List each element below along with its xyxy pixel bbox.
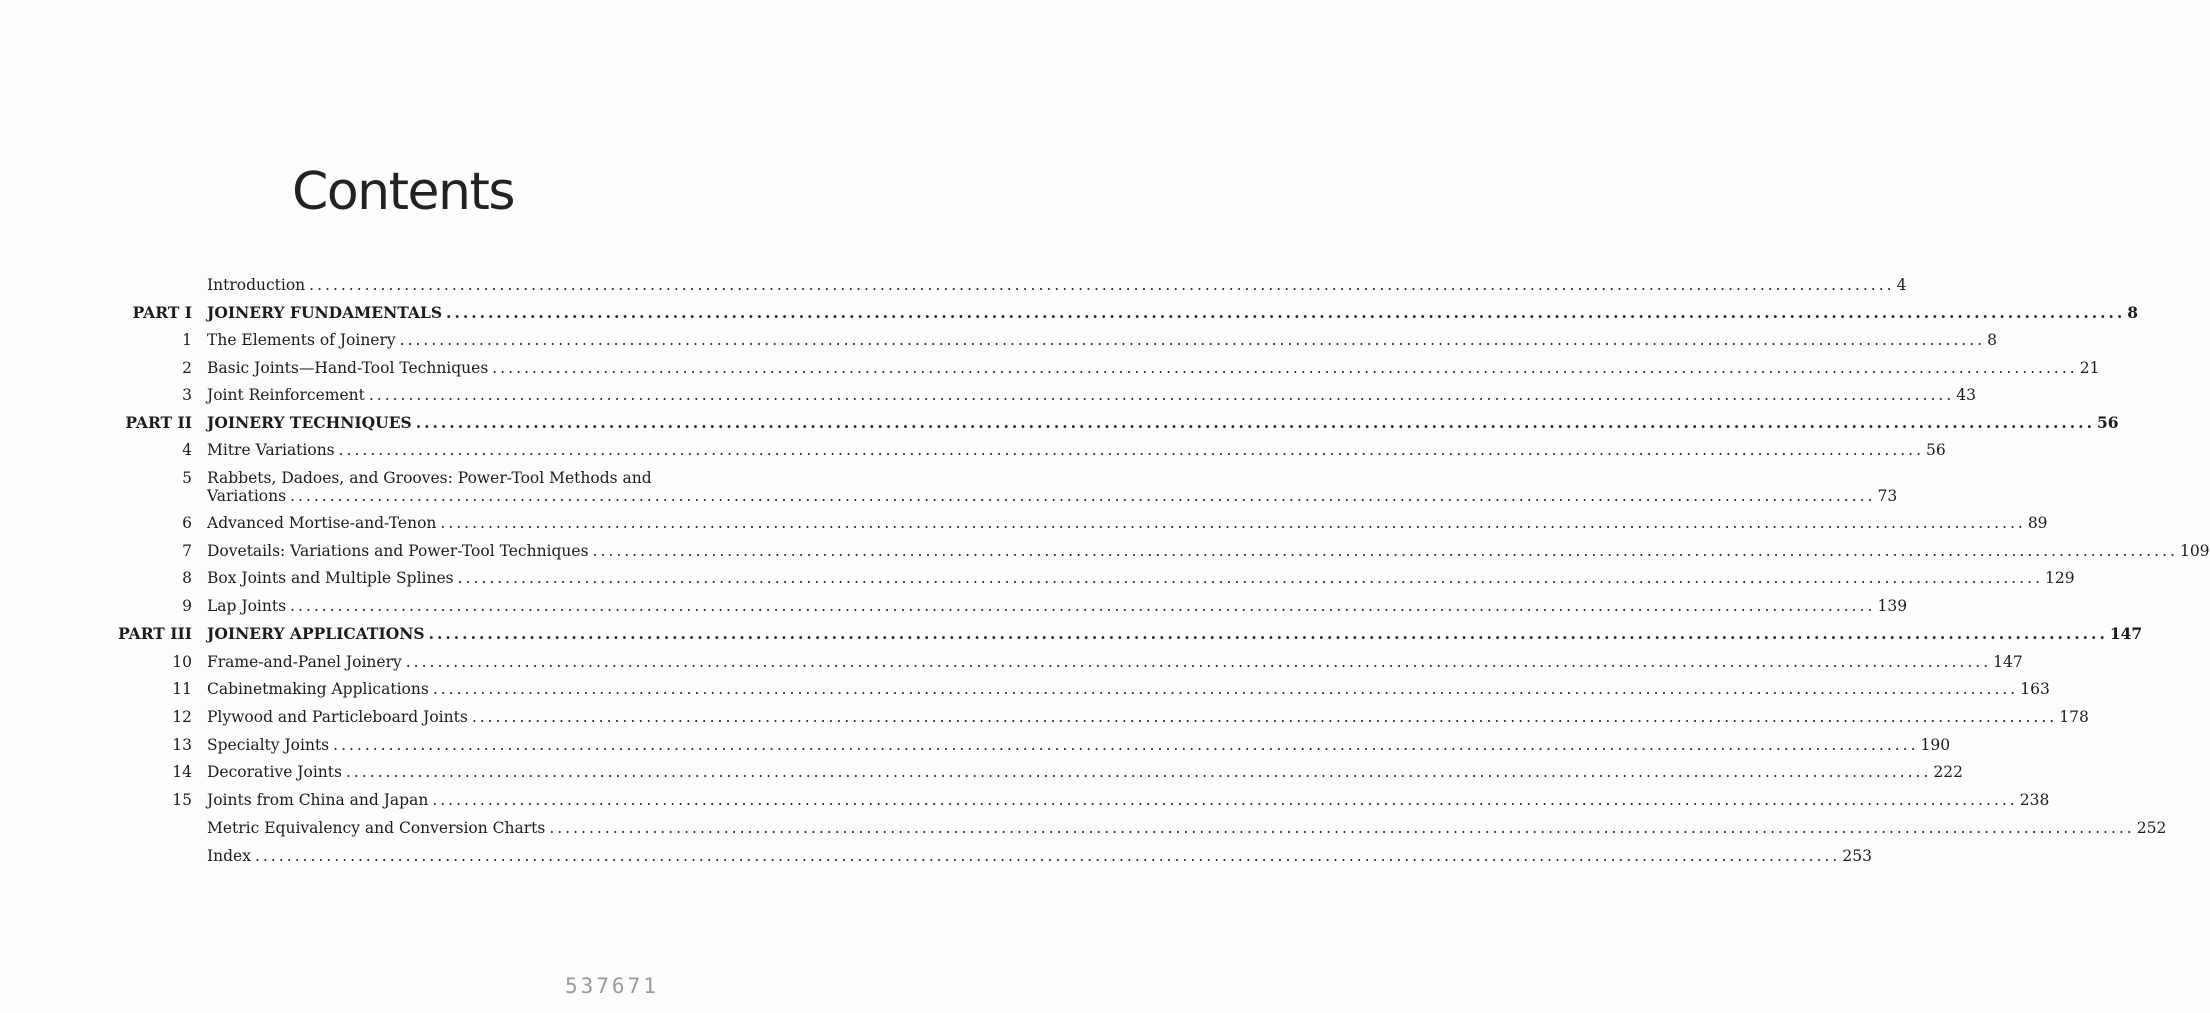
entry-title: Introduction (207, 276, 306, 294)
entry-page: 89 (2027, 514, 2048, 532)
entry-title: Box Joints and Multiple Splines (207, 569, 454, 587)
entry-label: 14 (172, 763, 192, 781)
inventory-stamp: 537671 (565, 974, 659, 998)
entry-page: 253 (1842, 847, 1872, 865)
entry-page: 252 (2136, 819, 2167, 837)
entry-page: 190 (1920, 736, 1951, 754)
dot-leader: ........................................................................................................................................................................................................ (415, 413, 2095, 432)
entry-title: Cabinetmaking Applications (207, 680, 429, 698)
dot-leader: ........................................................................................................................................................................................................ (440, 514, 2026, 532)
entry-page: 8 (2127, 303, 2139, 322)
entry-title: Mitre Variations (207, 441, 335, 459)
dot-leader: ........................................................................................................................................................................................................ (492, 359, 2078, 377)
entry-label: 2 (182, 359, 192, 377)
entry-page: 4 (1896, 276, 1907, 294)
dot-leader: ........................................................................................................................................................................................................ (428, 624, 2108, 643)
dot-leader: ........................................................................................................................................................................................................ (338, 441, 1925, 459)
entry-title: JOINERY FUNDAMENTALS (207, 303, 443, 322)
entry-label: 15 (172, 791, 192, 809)
entry-title-line1: Rabbets, Dadoes, and Grooves: Power-Tool Methods and (207, 469, 652, 487)
dot-leader: ........................................................................................................................................................................................................ (345, 763, 1932, 781)
entry-label: 12 (172, 708, 192, 726)
dot-leader: ........................................................................................................................................................................................................ (549, 819, 2135, 837)
entry-label: 1 (182, 331, 192, 349)
entry-title: JOINERY TECHNIQUES (207, 413, 412, 432)
entry-title: Lap Joints (207, 597, 287, 615)
dot-leader: ........................................................................................................................................................................................................ (309, 276, 1895, 294)
dot-leader: ........................................................................................................................................................................................................ (432, 791, 2018, 809)
entry-label: 4 (182, 441, 192, 459)
entry-page: 56 (1926, 441, 1946, 459)
entry-page: 238 (2019, 791, 2050, 809)
entry-label: 3 (182, 386, 192, 404)
entry-page: 43 (1956, 386, 1976, 404)
entry-label: 8 (182, 569, 192, 587)
dot-leader: ........................................................................................................................................................................................................ (290, 487, 1876, 505)
dot-leader: ........................................................................................................................................................................................................ (368, 386, 1955, 404)
entry-title: Dovetails: Variations and Power-Tool Techniques (207, 542, 589, 560)
entry-title: JOINERY APPLICATIONS (207, 624, 425, 643)
entry-page: 109 (2179, 542, 2210, 560)
entry-title: Joints from China and Japan (207, 791, 429, 809)
part-label: PART III (118, 624, 192, 643)
entry-title-line2: Variations (207, 487, 287, 505)
entry-title: Metric Equivalency and Conversion Charts (207, 819, 546, 837)
entry-page: 178 (2059, 708, 2089, 726)
dot-leader: ........................................................................................................................................................................................................ (399, 331, 1986, 349)
entry-title: Frame-and-Panel Joinery (207, 653, 402, 671)
entry-label: 5 (182, 469, 192, 487)
entry-title: Index (207, 847, 251, 865)
entry-title: The Elements of Joinery (207, 331, 396, 349)
entry-label: 11 (172, 680, 192, 698)
dot-leader: ........................................................................................................................................................................................................ (457, 569, 2044, 587)
entry-page: 73 (1877, 487, 1898, 505)
part-label: PART II (125, 413, 192, 432)
entry-title: Specialty Joints (207, 736, 330, 754)
entry-page: 147 (2109, 624, 2143, 643)
entry-title: Joint Reinforcement (207, 386, 365, 404)
entry-label: 7 (182, 542, 192, 560)
entry-title: Decorative Joints (207, 763, 342, 781)
page-title: Contents (292, 162, 514, 222)
dot-leader: ........................................................................................................................................................................................................ (592, 542, 2178, 560)
entry-label: 9 (182, 597, 192, 615)
dot-leader: ........................................................................................................................................................................................................ (333, 736, 1919, 754)
entry-page: 139 (1877, 597, 1908, 615)
dot-leader: ........................................................................................................................................................................................................ (471, 708, 2058, 726)
entry-page: 21 (2079, 359, 2100, 377)
entry-label: 10 (172, 653, 192, 671)
entry-page: 129 (2045, 569, 2075, 587)
entry-title: Plywood and Particleboard Joints (207, 708, 468, 726)
entry-page: 56 (2096, 413, 2119, 432)
dot-leader: ........................................................................................................................................................................................................ (432, 680, 2019, 698)
dot-leader: ........................................................................................................................................................................................................ (405, 653, 1992, 671)
entry-label: 6 (182, 514, 192, 532)
dot-leader: ........................................................................................................................................................................................................ (446, 303, 2126, 322)
entry-title: Advanced Mortise-and-Tenon (207, 514, 437, 532)
entry-page: 8 (1987, 331, 1997, 349)
entry-title: Basic Joints—Hand-Tool Techniques (207, 359, 489, 377)
entry-page: 222 (1933, 763, 1963, 781)
dot-leader: ........................................................................................................................................................................................................ (254, 847, 1841, 865)
part-label: PART I (132, 303, 192, 322)
dot-leader: ........................................................................................................................................................................................................ (290, 597, 1876, 615)
entry-label: 13 (172, 736, 192, 754)
entry-page: 147 (1993, 653, 2023, 671)
entry-page: 163 (2020, 680, 2050, 698)
